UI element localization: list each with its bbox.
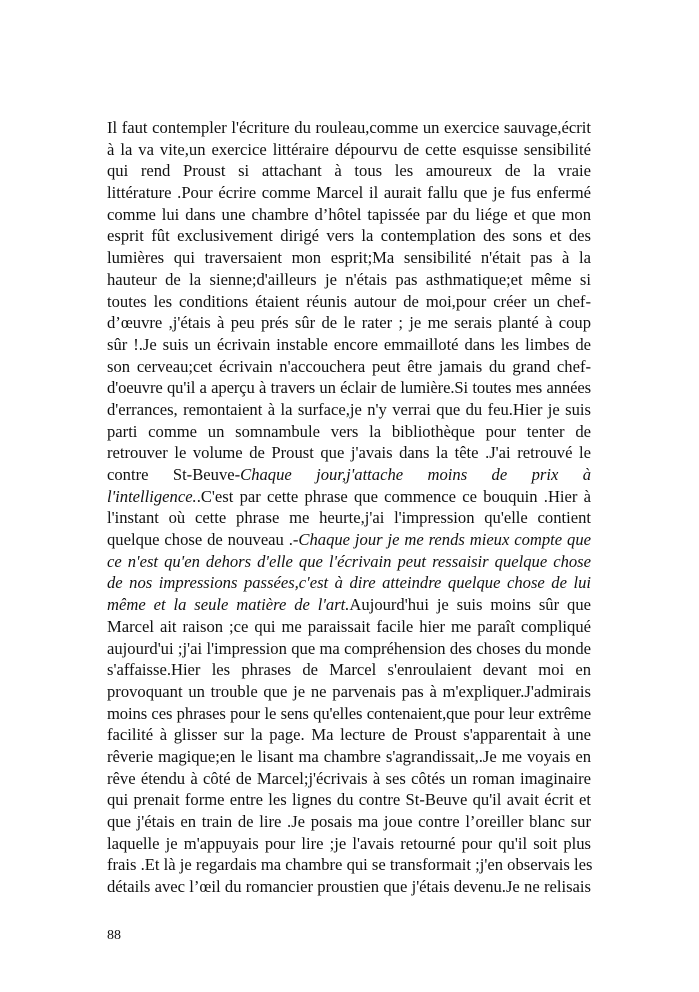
text-segment: hauteur de la sienne;d'ailleurs je n'étais pas asthmatique;et même si [107,269,591,289]
text-segment: Aujourd'hui je suis moins sûr que [349,595,591,615]
text-segment: détails avec l’œil du romancier proustien que j'étais devenu.Je ne relisais [107,877,591,897]
text-line [107,594,591,616]
text-line [107,204,591,226]
text-line [107,442,591,464]
text-segment: lumières qui traversaient mon esprit;Ma sensibilité n'était pas à la [107,248,591,268]
text-line [107,811,591,833]
text-segment: Il faut contempler l'écriture du rouleau,comme un exercice sauvage,écrit [107,118,591,137]
text-line [107,160,591,182]
text-line [107,139,591,161]
text-segment: d'errances, remontaient à la surface,je n'y verrai que du feu.Hier je suis [107,399,591,419]
text-line [107,854,591,876]
text-segment: laquelle je m'appuyais pour lire ;je l'avais retourné pour qu'il soit plus [107,833,591,853]
text-line [107,464,591,486]
text-line [107,377,591,399]
text-line [107,356,591,378]
text-segment: facilité à glisser sur la page. Ma lecture de Proust s'apparentait à une [107,725,591,745]
text-segment: provoquant un trouble que je ne parvenais pas à m'expliquer.J'admirais [107,681,591,701]
text-line [107,117,591,139]
italic-quote-segment: de nos impressions passées,c'est à dire atteindre quelque chose de lui [107,573,591,593]
text-segment: qui prenait forme entre les lignes du contre St-Beuve qu'il avait écrit et [107,790,591,810]
text-segment: d'oeuvre qu'il a aperçu à travers un éclair de lumière.Si toutes mes années [107,378,591,398]
text-line [107,247,591,269]
italic-quote-segment: Chaque jour,j'attache moins de prix à [240,465,591,484]
text-line [107,334,591,356]
text-line [107,659,591,681]
text-line [107,399,591,421]
text-segment: qui rend Proust si attachant à tous les amoureux de la vraie [107,161,591,181]
text-line [107,507,591,529]
text-line [107,638,591,660]
text-line [107,572,591,594]
italic-quote-segment: ce n'est qu'en dehors d'elle que l'écrivain peut ressaisir quelque chose [107,551,591,571]
text-segment: moins ces phrases pour le sens qu'elles contenaient,que pour leur extrême [107,703,591,723]
text-line [107,833,591,855]
text-line [107,312,591,334]
text-segment: frais .Et là je regardais ma chambre qui se transformait ;j'en observais les [107,855,593,875]
text-line [107,703,591,725]
text-segment: parti comme un somnambule vers la bibliothèque pour tenter de [107,421,591,441]
text-segment: à la va vite,un exercice littéraire dépourvu de cette esquisse sensibilité [107,139,591,159]
text-line [107,681,591,703]
text-line [107,486,591,508]
text-line [107,789,591,811]
text-segment: contre St-Beuve- [107,465,241,484]
text-line [107,551,591,573]
body-text [107,117,591,898]
text-segment: rêve étendu à côté de Marcel;j'écrivais à ses côtés un roman imaginaire [107,768,591,788]
text-segment: .C'est par cette phrase que commence ce bouquin .Hier à [196,486,591,506]
text-segment: s'affaisse.Hier les phrases de Marcel s'enroulaient devant moi en [107,660,591,680]
text-segment: esprit fût exclusivement dirigé vers la contemplation des sons et des [107,226,591,246]
text-line [107,876,591,898]
text-segment: quelque chose de nouveau .- [107,530,299,550]
text-segment: toutes les conditions étaient réunis autour de moi,pour créer un chef- [107,291,591,311]
text-segment: aujourd'ui ;j'ai l'impression que ma compréhension des choses du monde [107,638,591,658]
text-segment: l'instant où cette phrase me heurte,j'ai l'impression qu'elle contient [107,508,591,528]
text-line [107,768,591,790]
text-segment: son cerveau;cet écrivain n'accouchera peut être jamais du grand chef- [107,356,591,376]
page-number: 88 [107,928,121,943]
text-segment: littérature .Pour écrire comme Marcel il aurait fallu que je fus enfermé [107,183,591,203]
text-segment: retrouver le volume de Proust que j'avais dans la tête .J'ai retrouvé le [107,443,591,463]
text-line [107,529,591,551]
italic-quote-segment: l'intelligence. [107,486,197,506]
text-line [107,421,591,443]
text-segment: rêverie magique;en le lisant ma chambre s'agrandissait,.Je me voyais en [107,746,591,766]
text-line [107,269,591,291]
text-segment: comme lui dans une chambre d’hôtel tapissée par du liége et que mon [107,204,591,224]
italic-quote-segment: même et la seule matière de l'art. [107,595,350,615]
text-line [107,182,591,204]
text-line [107,225,591,247]
text-line [107,724,591,746]
text-segment: d’œuvre ,j'étais à peu prés sûr de le rater ; je me serais planté à coup [107,313,591,333]
text-line [107,746,591,768]
text-segment: que j'étais en train de lire .Je posais ma joue contre l’oreiller blanc sur [107,812,591,831]
text-segment: Marcel ait raison ;ce qui me paraissait facile hier me paraît compliqué [107,616,591,636]
text-line [107,616,591,638]
text-segment: sûr !.Je suis un écrivain instable encore emmailloté dans les limbes de [107,334,591,354]
italic-quote-segment: Chaque jour je me rends mieux compte que [298,530,591,550]
text-line [107,291,591,313]
